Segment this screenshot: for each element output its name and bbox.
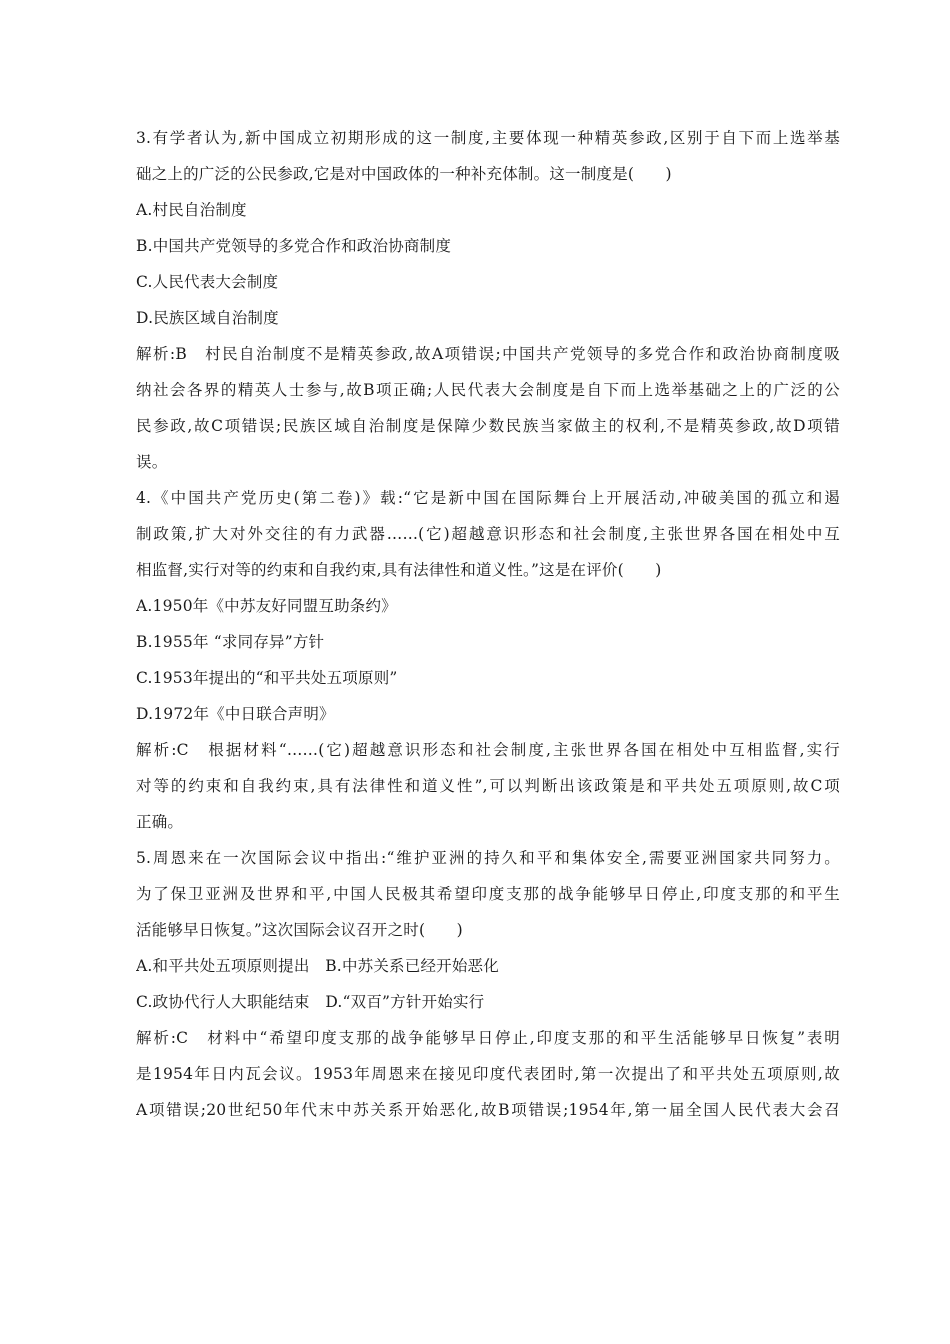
question-3-stem-line-2: 础之上的广泛的公民参政,它是对中国政体的一种补充体制。这一制度是( ) xyxy=(136,165,672,183)
question-4-stem-line-3: 相监督,实行对等的约束和自我约束,具有法律性和道义性。”这是在评价( ) xyxy=(136,561,662,579)
question-4-analysis-line-1: 解析:C 根据材料“……(它)超越意识形态和社会制度,主张世界各国在相处中互相监督,实行 xyxy=(136,741,840,759)
question-4-stem-line-1: 4.《中国共产党历史(第二卷)》载:“它是新中国在国际舞台上开展活动,冲破美国的孤立和遏 xyxy=(136,489,840,507)
question-4-option-b: B.1955年 “求同存异”方针 xyxy=(136,633,325,651)
question-4-analysis-line-2: 对等的约束和自我约束,具有法律性和道义性”,可以判断出该政策是和平共处五项原则,故C项 xyxy=(136,777,840,795)
question-3-stem-line-1: 3.有学者认为,新中国成立初期形成的这一制度,主要体现一种精英参政,区别于自下而上选举基 xyxy=(136,129,840,147)
question-5-stem-line-3: 活能够早日恢复。”这次国际会议召开之时( ) xyxy=(136,921,463,939)
question-5-stem-line-1: 5.周恩来在一次国际会议中指出:“维护亚洲的持久和平和集体安全,需要亚洲国家共同努力。 xyxy=(136,849,840,867)
question-5-options-row-1: A.和平共处五项原则提出 B.中苏关系已经开始恶化 xyxy=(136,957,499,975)
question-4-option-a: A.1950年《中苏友好同盟互助条约》 xyxy=(136,597,397,615)
question-5-analysis-line-2: 是1954年日内瓦会议。1953年周恩来在接见印度代表团时,第一次提出了和平共处五项原则,故 xyxy=(136,1065,840,1083)
question-3-option-a: A.村民自治制度 xyxy=(136,201,247,219)
question-3-analysis-line-4: 误。 xyxy=(136,453,168,471)
question-5-analysis-line-1: 解析:C 材料中“希望印度支那的战争能够早日停止,印度支那的和平生活能够早日恢复”表明 xyxy=(136,1029,840,1047)
question-4-option-c: C.1953年提出的“和平共处五项原则” xyxy=(136,669,398,687)
question-3-option-b: B.中国共产党领导的多党合作和政治协商制度 xyxy=(136,237,452,255)
question-3-analysis-line-1: 解析:B 村民自治制度不是精英参政,故A项错误;中国共产党领导的多党合作和政治协商制度吸 xyxy=(136,345,840,363)
document-page xyxy=(136,120,840,1128)
question-5-analysis-line-3: A项错误;20世纪50年代末中苏关系开始恶化,故B项错误;1954年,第一届全国人民代表大会召 xyxy=(136,1101,840,1119)
question-4-analysis-line-3: 正确。 xyxy=(136,813,184,831)
question-3-option-d: D.民族区域自治制度 xyxy=(136,309,279,327)
question-4-option-d: D.1972年《中日联合声明》 xyxy=(136,705,335,723)
question-3 xyxy=(136,120,840,480)
question-4 xyxy=(136,480,840,840)
question-3-analysis-line-3: 民参政,故C项错误;民族区域自治制度是保障少数民族当家做主的权利,不是精英参政,故D项错 xyxy=(136,417,840,435)
question-3-option-c: C.人民代表大会制度 xyxy=(136,273,279,291)
question-5-stem-line-2: 为了保卫亚洲及世界和平,中国人民极其希望印度支那的战争能够早日停止,印度支那的和平生 xyxy=(136,885,840,903)
question-5-options-row-2: C.政协代行人大职能结束 D.“双百”方针开始实行 xyxy=(136,993,485,1011)
question-3-analysis-line-2: 纳社会各界的精英人士参与,故B项正确;人民代表大会制度是自下而上选举基础之上的广泛的公 xyxy=(136,381,840,399)
question-5 xyxy=(136,840,840,1128)
question-4-stem-line-2: 制政策,扩大对外交往的有力武器……(它)超越意识形态和社会制度,主张世界各国在相处中互 xyxy=(136,525,840,543)
